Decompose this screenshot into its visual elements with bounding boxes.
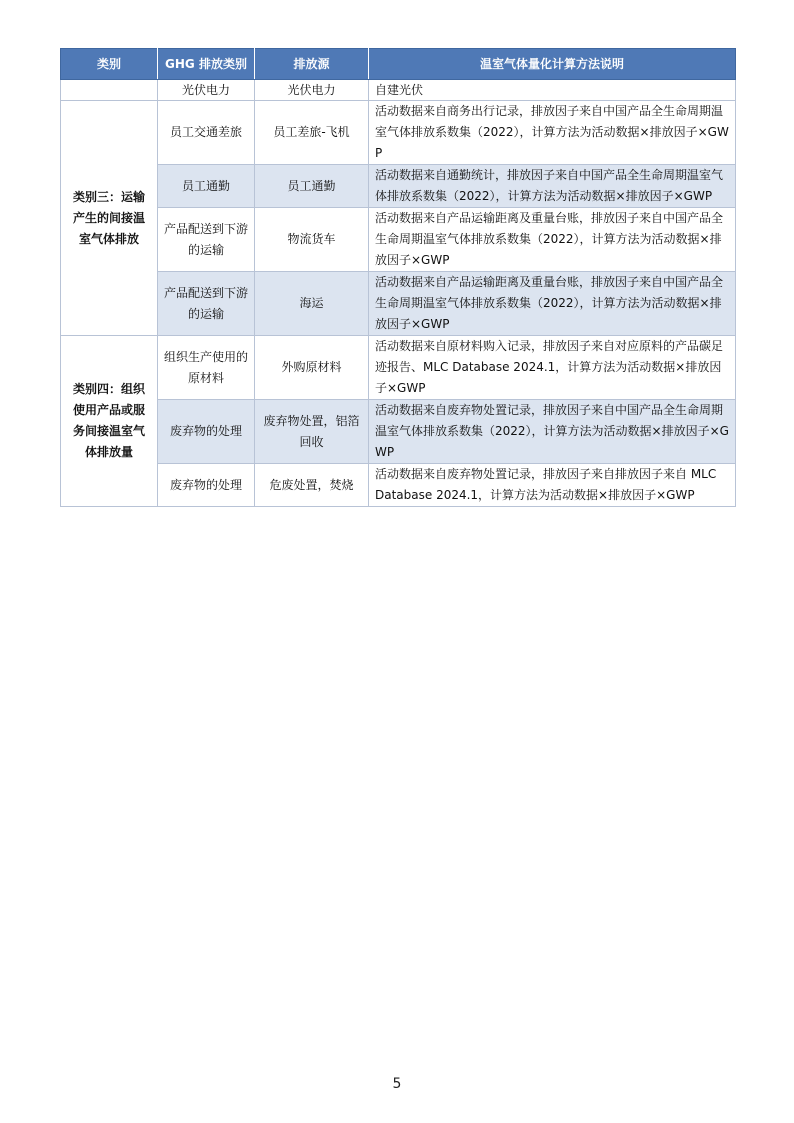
page-number: 5 xyxy=(392,1076,402,1092)
cell-method: 活动数据来自原材料购入记录，排放因子来自对应原料的产品碳足迹报告、MLC Database 2024.1，计算方法为活动数据×排放因子×GWP xyxy=(369,336,736,400)
cell-ghg-type: 产品配送到下游的运输 xyxy=(158,208,255,272)
cell-source: 废弃物处置，铝箔回收 xyxy=(255,400,369,464)
ghg-quantification-table xyxy=(60,48,736,507)
category-4-label: 类别四：组织使用产品或服务间接温室气体排放量 xyxy=(61,336,158,507)
cell-ghg-type: 废弃物的处理 xyxy=(158,464,255,507)
cell-source: 光伏电力 xyxy=(255,80,369,101)
cell-ghg-type: 光伏电力 xyxy=(158,80,255,101)
cell-ghg-type: 产品配送到下游的运输 xyxy=(158,272,255,336)
table-row xyxy=(61,336,736,400)
cell-method: 活动数据来自商务出行记录，排放因子来自中国产品全生命周期温室气体排放系数集（2022），计算方法为活动数据×排放因子×GWP xyxy=(369,101,736,165)
table-row xyxy=(61,464,736,507)
cell-source: 员工通勤 xyxy=(255,165,369,208)
cell-ghg-type: 员工交通差旅 xyxy=(158,101,255,165)
cell-source: 员工差旅-飞机 xyxy=(255,101,369,165)
cell-method: 活动数据来自产品运输距离及重量台账，排放因子来自中国产品全生命周期温室气体排放系数集（2022），计算方法为活动数据×排放因子×GWP xyxy=(369,208,736,272)
cell-category-empty xyxy=(61,80,158,101)
table-header-row xyxy=(61,49,736,80)
table-row xyxy=(61,80,736,101)
table-row xyxy=(61,165,736,208)
cell-method: 活动数据来自废弃物处置记录，排放因子来自中国产品全生命周期温室气体排放系数集（2022），计算方法为活动数据×排放因子×GWP xyxy=(369,400,736,464)
category-3-label: 类别三：运输产生的间接温室气体排放 xyxy=(61,101,158,336)
cell-source: 外购原材料 xyxy=(255,336,369,400)
table-row xyxy=(61,400,736,464)
cell-source: 物流货车 xyxy=(255,208,369,272)
cell-method: 活动数据来自通勤统计，排放因子来自中国产品全生命周期温室气体排放系数集（2022），计算方法为活动数据×排放因子×GWP xyxy=(369,165,736,208)
cell-ghg-type: 废弃物的处理 xyxy=(158,400,255,464)
cell-ghg-type: 员工通勤 xyxy=(158,165,255,208)
cell-source: 危废处置，焚烧 xyxy=(255,464,369,507)
header-category: 类别 xyxy=(61,49,158,80)
header-source: 排放源 xyxy=(255,49,369,80)
table-row xyxy=(61,101,736,165)
cell-method: 自建光伏 xyxy=(369,80,736,101)
table-row xyxy=(61,208,736,272)
cell-source: 海运 xyxy=(255,272,369,336)
header-method: 温室气体量化计算方法说明 xyxy=(369,49,736,80)
cell-ghg-type: 组织生产使用的原材料 xyxy=(158,336,255,400)
header-ghg-type: GHG 排放类别 xyxy=(158,49,255,80)
cell-method: 活动数据来自废弃物处置记录，排放因子来自排放因子来自 MLC Database 2024.1，计算方法为活动数据×排放因子×GWP xyxy=(369,464,736,507)
cell-method: 活动数据来自产品运输距离及重量台账，排放因子来自中国产品全生命周期温室气体排放系数集（2022），计算方法为活动数据×排放因子×GWP xyxy=(369,272,736,336)
table-row xyxy=(61,272,736,336)
